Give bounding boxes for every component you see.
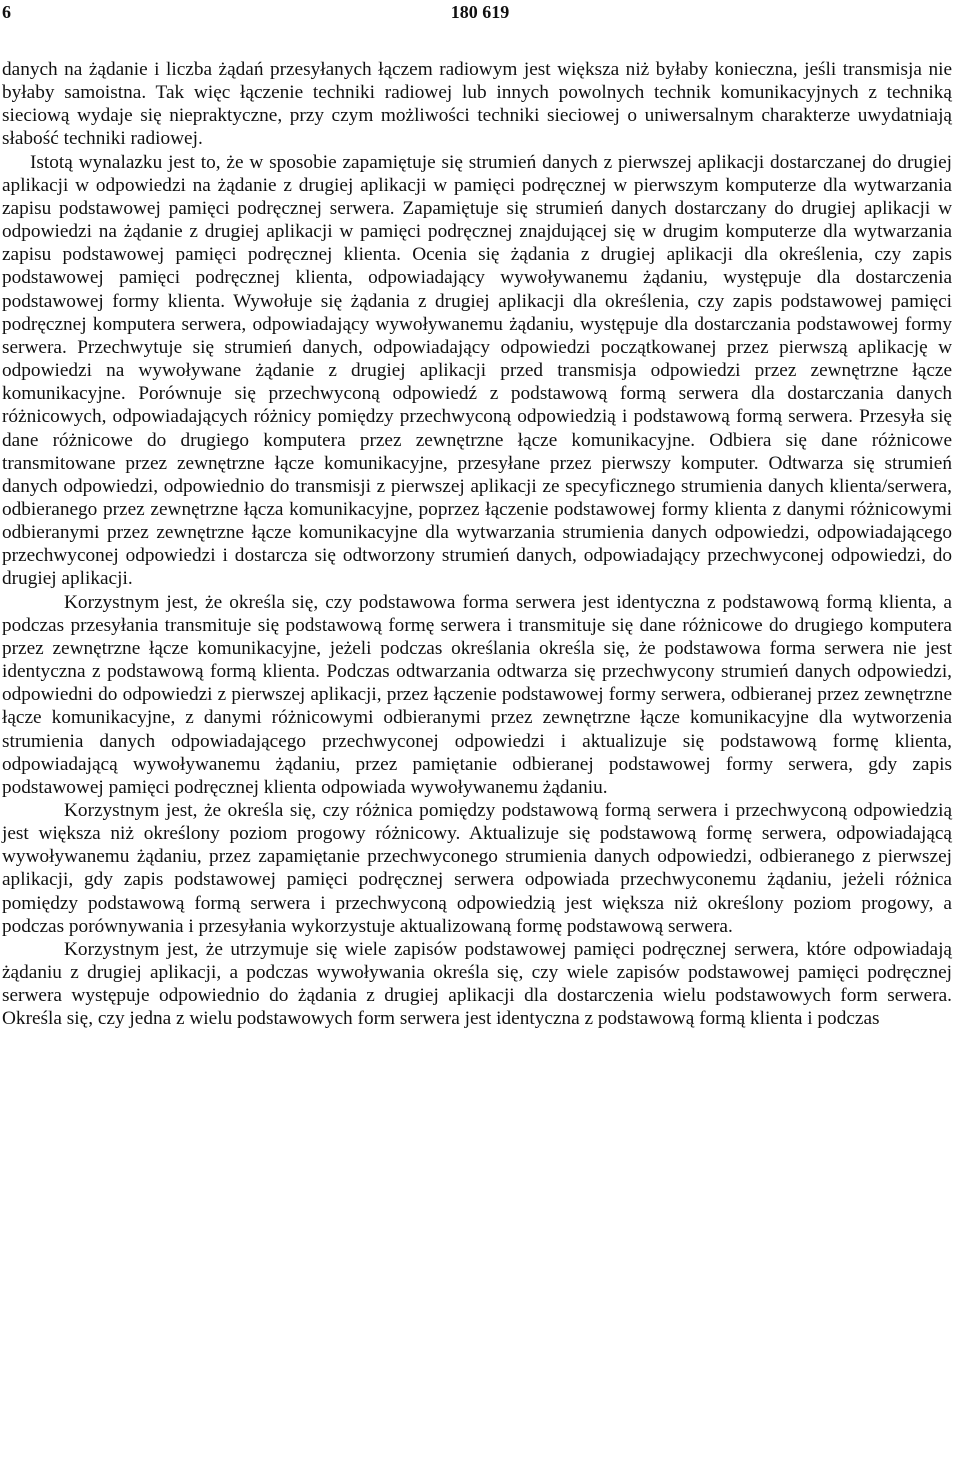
document-body [2, 58, 952, 1031]
page-number: 6 [2, 2, 11, 22]
paragraph-advantage-2: Korzystnym jest, że określa się, czy różnica pomiędzy podstawową formą serwera i przechwyconą odpowiedzią jest większa niż określony poziom progowy różnicowy. Aktualizuje się podstawową formę serwera, odpowiadającą wywoływanemu żądaniu, przez zapamiętanie przechwyconego strumienia danych odpowiedzi, odbieranego z pierwszej aplikacji, gdy zapis podstawowej pamięci podręcznej serwera odpowiada przechwyconemu żądaniu, jeżeli różnica pomiędzy podstawową formą serwera i przechwyconą odpowiedzią jest większa niż określony poziom progowy, a podczas porównywania i przesyłania wykorzystuje aktualizowaną formę podstawową serwera. [2, 800, 952, 937]
paragraph-essence: Istotą wynalazku jest to, że w sposobie zapamiętuje się strumień danych z pierwszej aplikacji dostarczanej do drugiej aplikacji w odpowiedzi na żądanie z drugiej aplikacji w pamięci podręcznej w pierwszym komputerze dla wytwarzania zapisu podstawowej pamięci podręcznej serwera. Zapamiętuje się strumień danych dostarczany do drugiej aplikacji w odpowiedzi na żądanie z drugiej aplikacji w pamięci podręcznej znajdującej się w drugim komputerze dla wytwarzania zapisu podstawowej pamięci podręcznej klienta. Ocenia się żądania z drugiej aplikacji dla określenia, czy zapis podstawowej pamięci podręcznej klienta, odpowiadający wywoływanemu żądaniu, występuje dla dostarczenia podstawowej formy klienta. Wywołuje się żądania z drugiej aplikacji dla określenia, czy zapis podstawowej pamięci podręcznej komputera serwera, odpowiadający wywoływanemu żądaniu, występuje dla dostarczania podstawowej formy serwera. Przechwytuje się strumień danych, odpowiadający odpowiedzi początkowanej przez pierwszą aplikację w odpowiedzi na wywoływane żądanie z drugiej aplikacji przed transmisja odpowiedzi przez zewnętrzne łącze komunikacyjne. Porównuje się przechwyconą odpowiedź z podstawową formą serwera dla dostarczania danych różnicowych, odpowiadających różnicy pomiędzy przechwyconą odpowiedzią i podstawową formą serwera. Przesyła się dane różnicowe do drugiego komputera przez zewnętrzne łącze komunikacyjne. Odbiera się dane różnicowe transmitowane przez zewnętrzne łącze komunikacyjne, przesyłane przez pierwszy komputer. Odtwarza się strumień danych odpowiedzi, odpowiednio do transmisji z pierwszej aplikacji ze specyficznego strumienia danych klienta/serwera, odbieranego przez zewnętrzne łącza komunikacyjne, poprzez łączenie podstawowej formy klienta z danymi różnicowymi odbieranymi przez zewnętrzne łącze komunikacyjne dla wytwarzania strumienia danych odpowiedzi, odpowiadającego przechwyconej odpowiedzi i dostarcza się odtworzony strumień danych, odpowiadający przechwyconej odpowiedzi, do drugiej aplikacji. [2, 151, 952, 590]
paragraph-advantage-1: Korzystnym jest, że określa się, czy podstawowa forma serwera jest identyczna z podstawową formą klienta, a podczas przesyłania transmituje się podstawową formę serwera i transmituje się dane różnicowe do drugiego komputera przez zewnętrzne łącze komunikacyjne, jeżeli podczas określania określa się, że podstawowa forma serwera nie jest identyczna z podstawową formą klienta. Podczas odtwarzania odtwarza się przechwycony strumień danych odpowiedzi, odpowiedni do odpowiedzi z pierwszej aplikacji, przez łączenie podstawowej formy serwera, odbieranej przez zewnętrzne łącze komunikacyjne, z danymi różnicowymi odbieranymi przez zewnętrzne łącze komunikacyjne dla wytworzenia strumienia danych odpowiadającego przechwyconej odpowiedzi i aktualizuje się podstawową formę klienta, odpowiadającą wywoływanemu żądaniu, przez pamiętanie odbieranej podstawowej formy serwera, gdy zapis podstawowej pamięci podręcznej klienta odpowiada wywoływanemu żądaniu. [2, 591, 952, 798]
paragraph-advantage-3: Korzystnym jest, że utrzymuje się wiele zapisów podstawowej pamięci podręcznej serwera, które odpowiadają żądaniu z drugiej aplikacji, a podczas wywoływania określa się, czy wiele zapisów podstawowej pamięci podręcznej serwera występuje odpowiednio do żądania z drugiej aplikacji dla dostarczenia wielu podstawowych form serwera. Określa się, czy jedna z wielu podstawowych form serwera jest identyczna z podstawową formą klienta i podczas [2, 938, 952, 1030]
page-header [0, 2, 960, 26]
paragraph-continuation: danych na żądanie i liczba żądań przesyłanych łączem radiowym jest większa niż byłaby konieczna, jeśli transmisja nie byłaby samoistna. Tak więc łączenie techniki radiowej lub innych powolnych technik komunikacyjnych z techniką sieciową wydaje się niepraktyczne, przy czym możliwości techniki sieciowej o uniwersalnym charakterze uwydatniają słabość techniki radiowej. [2, 59, 952, 150]
patent-number: 180 619 [450, 2, 510, 22]
